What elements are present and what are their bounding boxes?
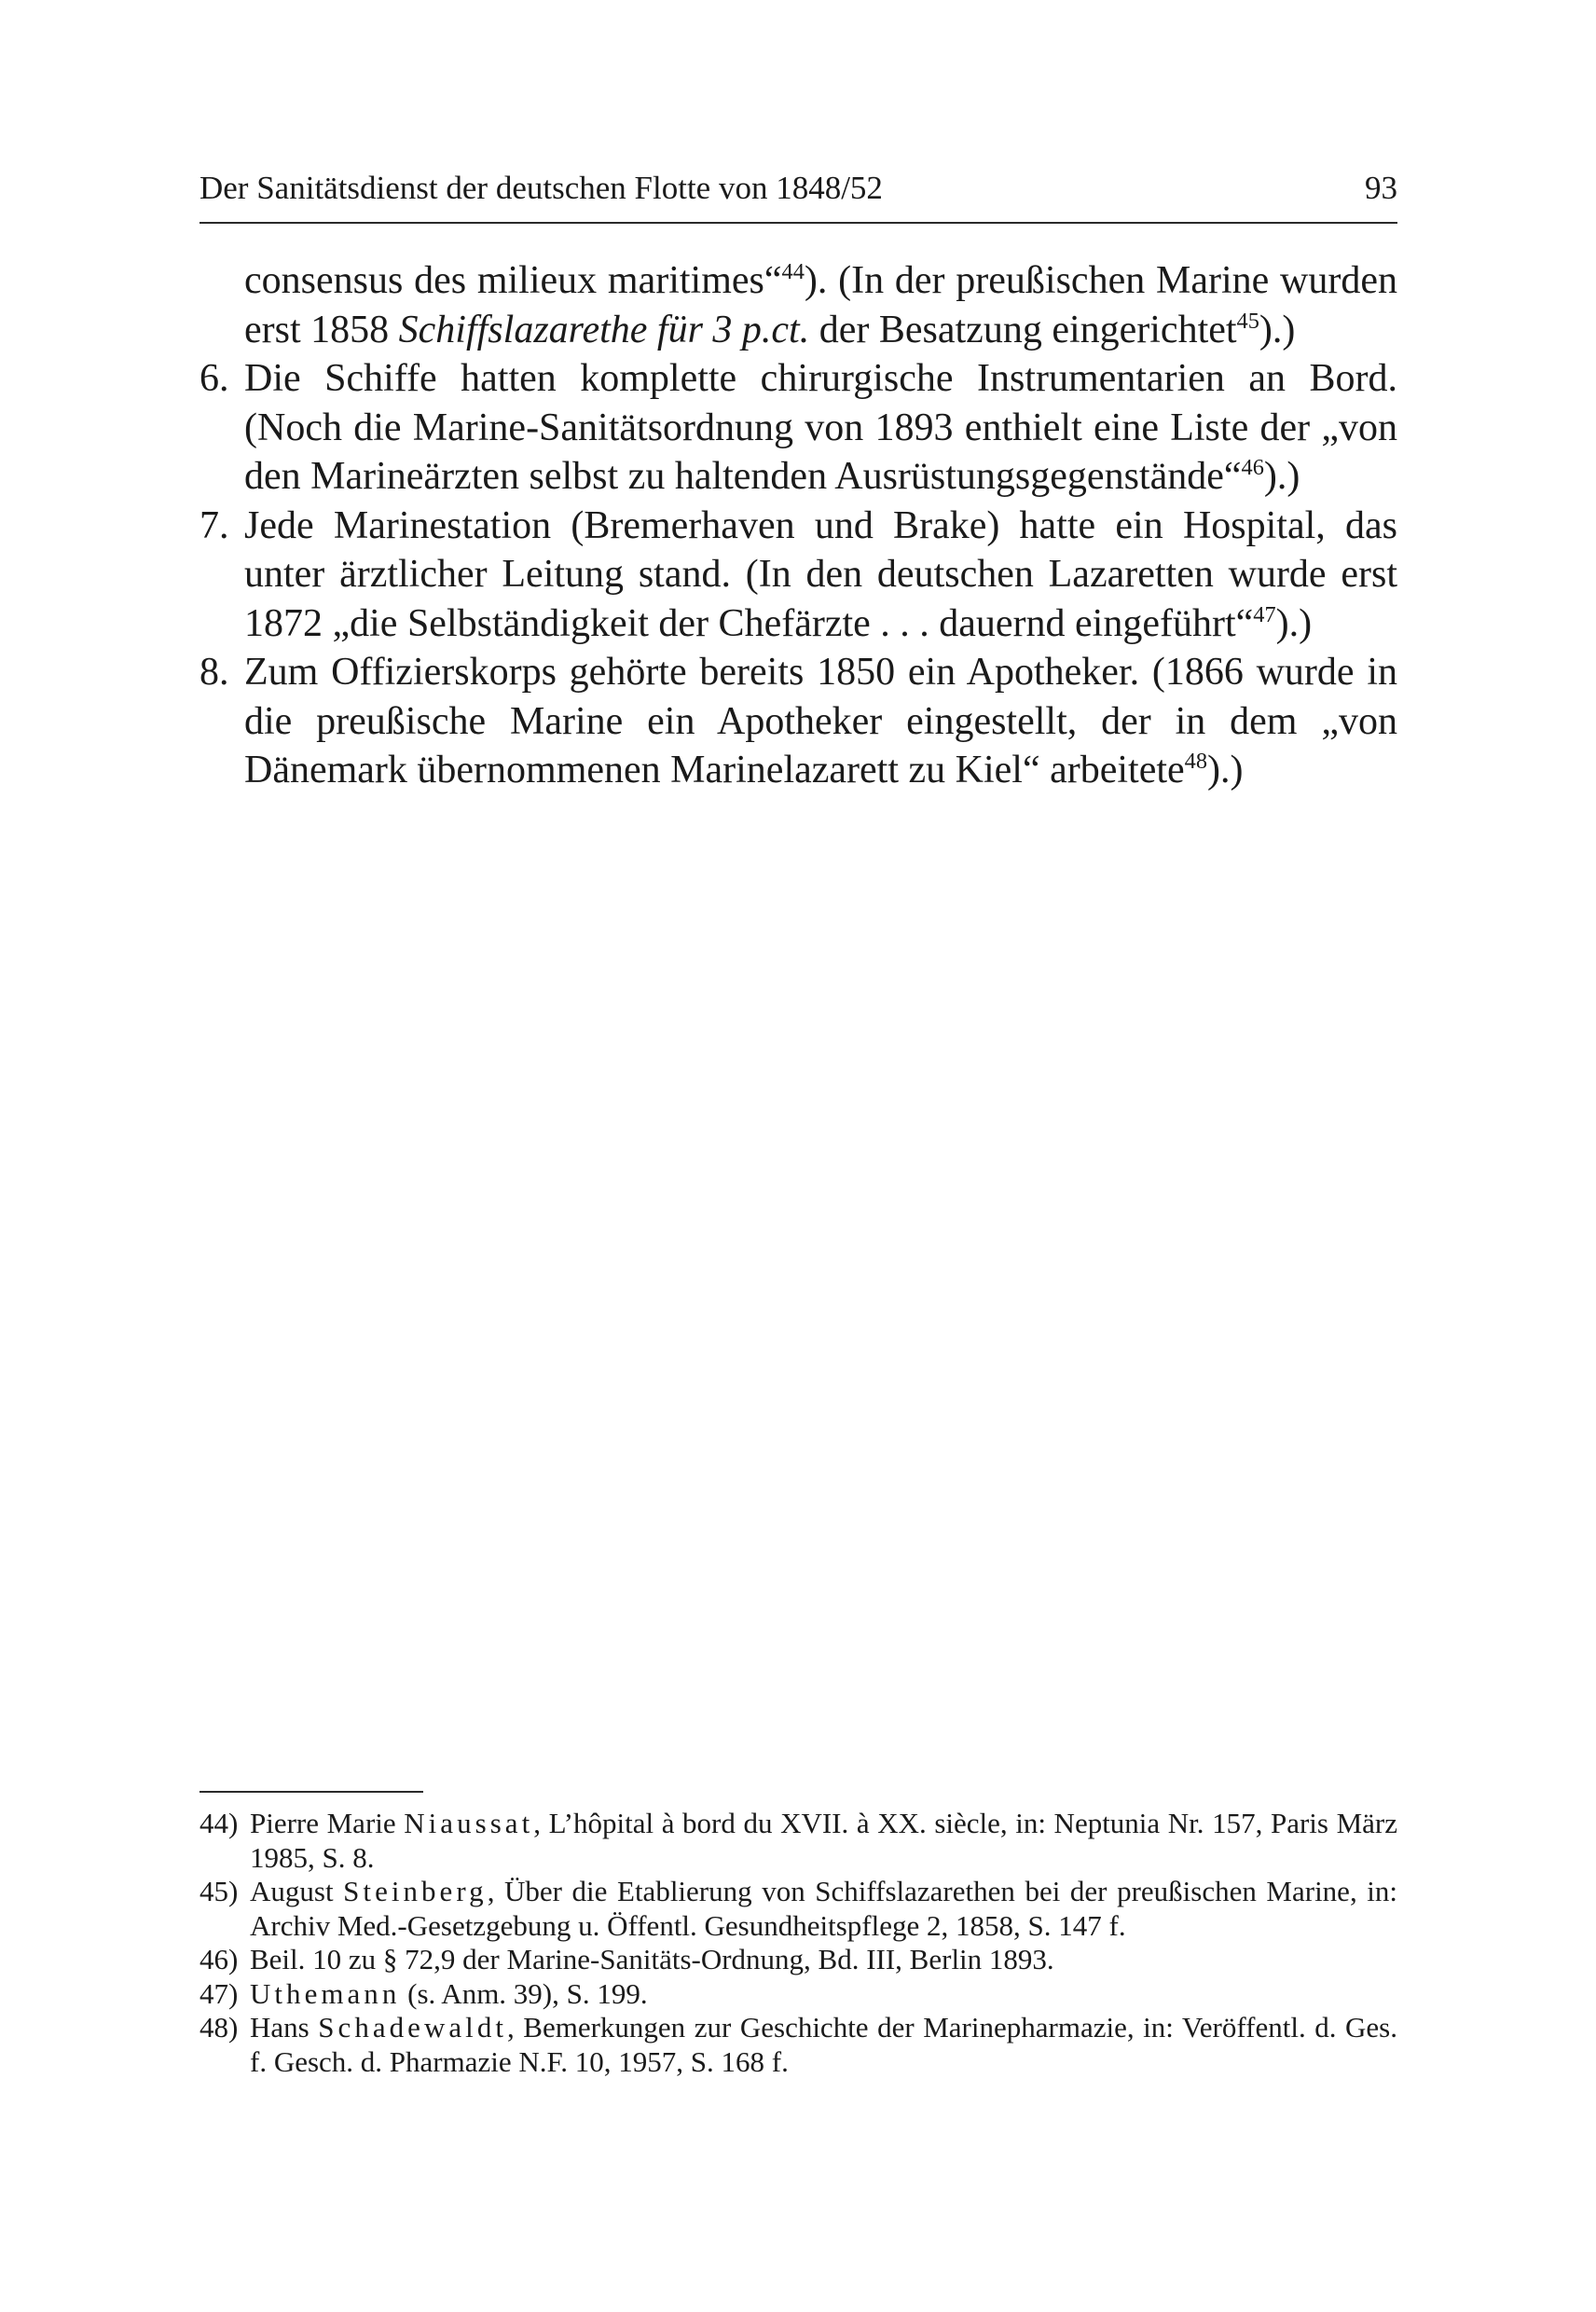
footnote-mark: 44) xyxy=(200,1807,239,1839)
footnote-ref[interactable]: 45 xyxy=(1236,308,1259,334)
list-item-8 xyxy=(200,648,1397,795)
item-number: 8. xyxy=(200,651,229,694)
list-item-continuation xyxy=(200,256,1397,354)
author-name: Schadewaldt xyxy=(318,2011,507,2044)
footnote-48 xyxy=(200,2011,1397,2079)
body-text xyxy=(200,256,1397,795)
footnote-47 xyxy=(200,1977,1397,2012)
page-number: 93 xyxy=(1365,170,1397,206)
footnote-mark: 47) xyxy=(200,1976,239,2010)
item-text: consensus des milieux maritimes“$^{44}$). (In der preußischen Marine wurden erst 1858 Schiffslazarethe für 3 p.ct. der Besatzung eingerichtet$^{45}$).) xyxy=(244,258,1397,351)
footnote-ref[interactable]: 46 xyxy=(1241,454,1264,480)
item-text: Zum Offizierskorps gehörte bereits 1850 ein Apotheker. (1866 wurde in die preußische Marine ein Apotheker eingestellt, der in dem „von Dänemark übernommenen Marinelazarett zu Kiel“ arbeitete$^{48}$).) xyxy=(244,651,1397,791)
item-number: 7. xyxy=(200,503,229,547)
footnote-mark: 45) xyxy=(200,1875,239,1907)
footnote-text: Hans Schadewaldt, Bemerkungen zur Geschichte der Marinepharmazie, in: Veröffentl. d. Ges. f. Gesch. d. Pharmazie N.F. 10, 1957, S. 168 f. xyxy=(250,2011,1397,2078)
footnote-46 xyxy=(200,1943,1397,1977)
item-number: 6. xyxy=(200,357,229,400)
footnote-separator xyxy=(200,1791,423,1793)
list-item-7 xyxy=(200,502,1397,649)
footnotes xyxy=(200,1807,1397,2079)
footnote-44 xyxy=(200,1807,1397,1875)
author-name: Steinberg xyxy=(343,1875,488,1907)
footnote-mark: 46) xyxy=(200,1943,239,1975)
footnote-ref[interactable]: 47 xyxy=(1253,601,1276,627)
list-item-6 xyxy=(200,354,1397,502)
running-title: Der Sanitätsdienst der deutschen Flotte von 1848/52 xyxy=(200,170,883,206)
item-text: Jede Marinestation (Bremerhaven und Brake) hatte ein Hospital, das unter ärztlicher Leitung stand. (In den deutschen Lazaretten wurde erst 1872 „die Selbständigkeit der Chefärzte . . . dauernd eingeführt“$^{47}$).) xyxy=(244,503,1397,645)
item-text: Die Schiffe hatten komplette chirurgische Instrumentarien an Bord. (Noch die Marine-Sanitätsordnung von 1893 enthielt eine Liste der „von den Marineärzten selbst zu haltenden Ausrüstungsgegenstände“$^{46}$).) xyxy=(244,357,1397,498)
footnote-text: August Steinberg, Über die Etablierung von Schiffslazarethen bei der preußischen Marine, in: Archiv Med.-Gesetzgebung u. Öffentl. Gesundheitspflege 2, 1858, S. 147 f. xyxy=(250,1875,1397,1942)
footnote-ref[interactable]: 48 xyxy=(1184,748,1208,774)
footnote-ref[interactable]: 44 xyxy=(781,258,805,284)
footnote-45 xyxy=(200,1875,1397,1943)
footnote-text: Pierre Marie Niaussat, L’hôpital à bord du XVII. à XX. siècle, in: Neptunia Nr. 157, Paris März 1985, S. 8. xyxy=(250,1807,1397,1874)
footnote-text: Uthemann (s. Anm. 39), S. 199. xyxy=(250,1976,648,2010)
italic-phrase: Schiffslazarethe für 3 p.ct. xyxy=(398,308,810,351)
running-header xyxy=(200,168,1397,224)
footnote-mark: 48) xyxy=(200,2011,239,2044)
footnote-text: Beil. 10 zu § 72,9 der Marine-Sanitäts-Ordnung, Bd. III, Berlin 1893. xyxy=(250,1943,1054,1975)
author-name: Niaussat xyxy=(404,1807,534,1839)
author-name: Uthemann xyxy=(250,1976,401,2010)
